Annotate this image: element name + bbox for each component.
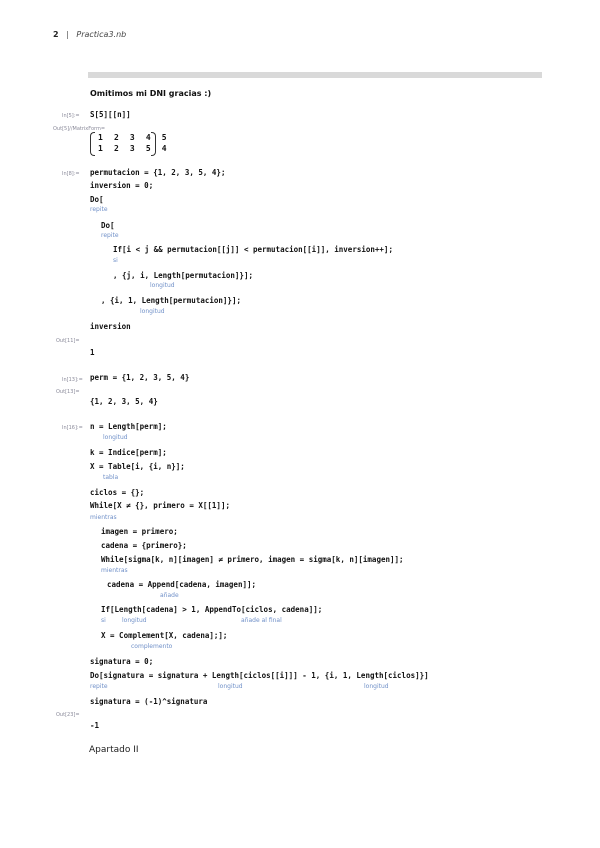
code-line[interactable]: k = Indice[perm];: [90, 448, 167, 457]
code-line[interactable]: Do[: [101, 221, 115, 230]
code-line[interactable]: ciclos = {};: [90, 488, 145, 497]
code-line[interactable]: X = Table[i, {i, n}];: [90, 462, 185, 471]
annotation: longitud: [122, 617, 147, 624]
code-line[interactable]: inversion: [90, 322, 131, 331]
code-line[interactable]: If[Length[cadena] > 1, AppendTo[ciclos, cadena]];: [101, 605, 323, 614]
cell-label: Out[11]=: [56, 338, 80, 344]
matrix-output: [90, 132, 168, 156]
annotation: mientras: [90, 514, 117, 521]
code-line[interactable]: If[i < j && permutacion[[j]] < permutacion[[i]], inversion++];: [113, 245, 393, 254]
matrix-row: 1 2 3 4 5: [98, 133, 168, 142]
page-header: [53, 30, 126, 39]
code-line[interactable]: inversion = 0;: [90, 181, 154, 190]
annotation: repite: [90, 683, 108, 690]
annotation: complemento: [131, 643, 173, 650]
annotation: repite: [90, 206, 108, 213]
code-line[interactable]: While[X ≠ {}, primero = X[[1]];: [90, 501, 230, 510]
cell-label: Out[13]=: [56, 389, 80, 395]
code-line[interactable]: Do[: [90, 195, 104, 204]
output-line: 1: [90, 348, 95, 357]
cell-label: Out[5]//MatrixForm=: [53, 126, 106, 132]
matrix-right-bracket: [151, 132, 156, 156]
code-line[interactable]: X = Complement[X, cadena];];: [101, 631, 228, 640]
input-line[interactable]: perm = {1, 2, 3, 5, 4}: [90, 373, 190, 382]
matrix-row: 1 2 3 5 4: [98, 144, 168, 153]
code-line[interactable]: permutacion = {1, 2, 3, 5, 4};: [90, 168, 226, 177]
annotation: longitud: [140, 308, 165, 315]
page-number: 2: [53, 30, 59, 39]
section-divider: [88, 72, 542, 78]
code-line[interactable]: While[sigma[k, n][imagen] ≠ primero, imagen = sigma[k, n][imagen]];: [101, 555, 404, 564]
annotation: añade: [160, 592, 179, 599]
notebook-file-name: Practica3.nb: [76, 30, 127, 39]
annotation: longitud: [364, 683, 389, 690]
cell-label: In[5]:=: [62, 113, 80, 119]
matrix-left-bracket: [90, 132, 95, 156]
code-line[interactable]: , {i, 1, Length[permutacion]}];: [101, 296, 241, 305]
code-line[interactable]: cadena = {primero};: [101, 541, 187, 550]
input-line[interactable]: S[5][[n]]: [90, 110, 131, 119]
code-line[interactable]: n = Length[perm];: [90, 422, 167, 431]
code-line[interactable]: cadena = Append[cadena, imagen]];: [107, 580, 257, 589]
annotation: longitud: [103, 434, 128, 441]
header-separator: |: [66, 30, 69, 39]
annotation: añade al final: [241, 617, 282, 624]
annotation: mientras: [101, 567, 128, 574]
output-line: {1, 2, 3, 5, 4}: [90, 397, 158, 406]
code-line[interactable]: signatura = 0;: [90, 657, 154, 666]
intro-text[interactable]: Omitimos mi DNI gracias :): [90, 89, 212, 98]
annotation: longitud: [218, 683, 243, 690]
annotation: si: [113, 257, 118, 264]
annotation: tabla: [103, 474, 119, 481]
code-line[interactable]: Do[signatura = signatura + Length[ciclos[[i]]] - 1, {i, 1, Length[ciclos]}]: [90, 671, 429, 680]
cell-label: In[16]:=: [62, 425, 83, 431]
cell-label: In[8]:=: [62, 171, 80, 177]
annotation: si: [101, 617, 106, 624]
code-line[interactable]: signatura = (-1)^signatura: [90, 697, 208, 706]
code-line[interactable]: , {j, i, Length[permutacion]}];: [113, 271, 253, 280]
cell-label: In[13]:=: [62, 377, 83, 383]
cell-label: Out[23]=: [56, 712, 80, 718]
section-title[interactable]: Apartado II: [89, 745, 139, 755]
output-line: -1: [90, 721, 100, 730]
annotation: longitud: [150, 282, 175, 289]
code-line[interactable]: imagen = primero;: [101, 527, 178, 536]
annotation: repite: [101, 232, 119, 239]
